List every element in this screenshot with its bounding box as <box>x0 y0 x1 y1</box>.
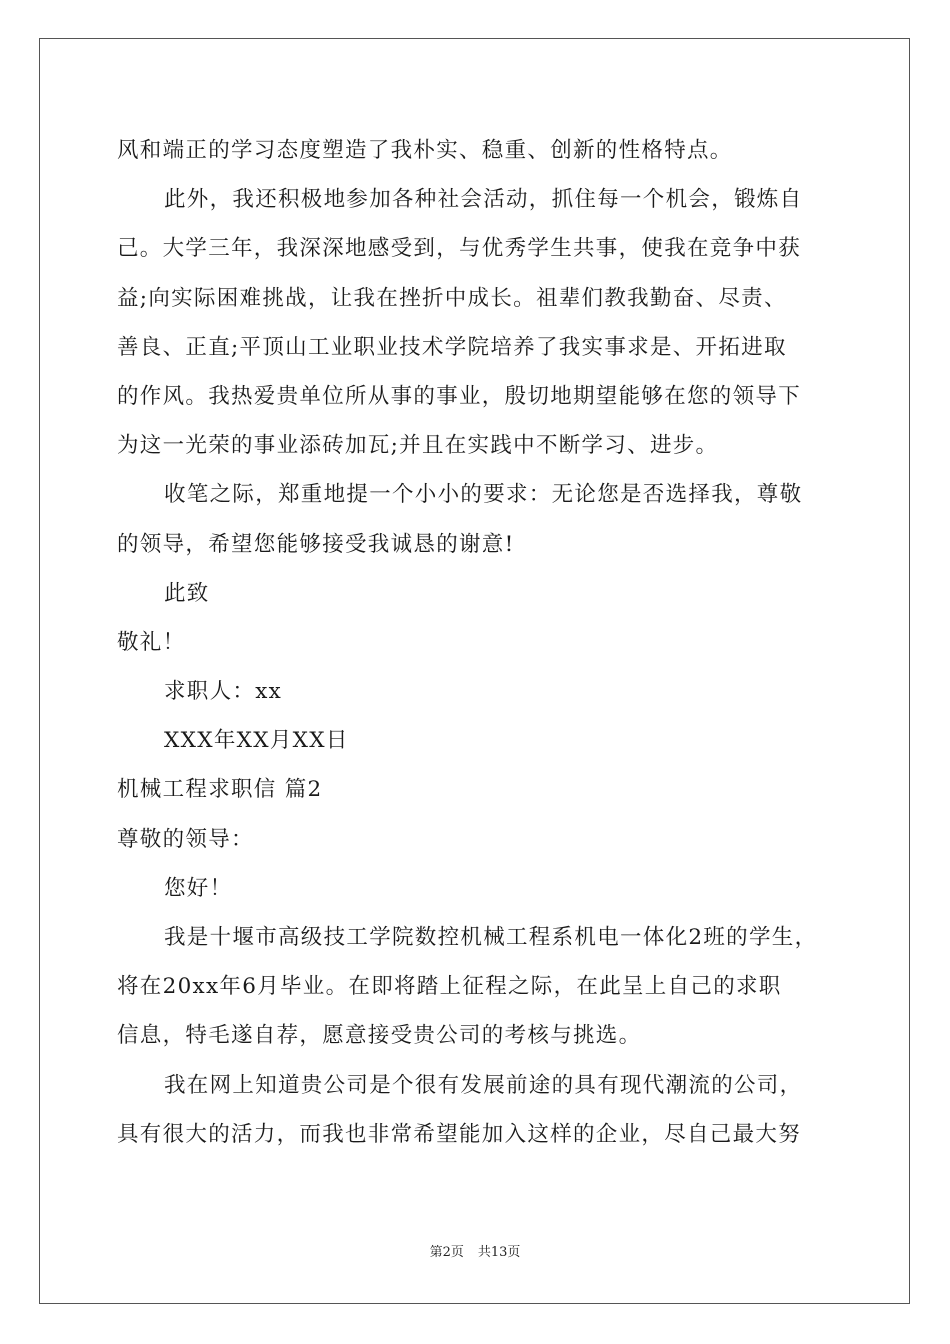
body-line: 的作风。我热爱贵单位所从事的事业，殷切地期望能够在您的领导下 <box>117 383 802 409</box>
page-number: 第2页 <box>429 1245 464 1260</box>
body-line: 此外，我还积极地参加各种社会活动，抓住每一个机会，锻炼自 <box>164 187 803 213</box>
body-line: 的领导，希望您能够接受我诚恳的谢意! <box>117 531 515 557</box>
body-line: 我在网上知道贵公司是个很有发展前途的具有现代潮流的公司， <box>164 1072 803 1098</box>
signature-date: XXX年XX月XX日 <box>164 728 349 754</box>
body-line: 信息，特毛遂自荐，愿意接受贵公司的考核与挑选。 <box>117 1023 642 1049</box>
section-heading: 机械工程求职信 篇2 <box>117 777 323 803</box>
body-line: 将在20xx年6月毕业。在即将踏上征程之际，在此呈上自己的求职 <box>117 974 782 1000</box>
body-line: 风和端正的学习态度塑造了我朴实、稳重、创新的性格特点。 <box>117 138 733 163</box>
body-line: 善良、正直;平顶山工业职业技术学院培养了我实事求是、开拓进取 <box>117 334 787 360</box>
letter-greeting: 尊敬的领导： <box>117 826 254 852</box>
body-line: 益;向实际困难挑战，让我在挫折中成长。祖辈们教我勤奋、尽责、 <box>117 285 787 311</box>
letter-hello: 您好！ <box>164 875 233 901</box>
body-line: 为这一光荣的事业添砖加瓦;并且在实践中不断学习、进步。 <box>117 433 719 459</box>
closing-respect: 敬礼！ <box>117 629 186 655</box>
body-line: 己。大学三年，我深深地感受到，与优秀学生共事，使我在竞争中获 <box>117 236 802 262</box>
document-body <box>117 126 862 1159</box>
body-line: 具有很大的活力，而我也非常希望能加入这样的企业，尽自己最大努 <box>117 1121 802 1147</box>
page-footer <box>0 1244 950 1262</box>
applicant-signature: 求职人：xx <box>164 679 283 705</box>
page-total: 共13页 <box>477 1245 521 1260</box>
closing-salutation: 此致 <box>164 580 210 606</box>
body-line: 我是十堰市高级技工学院数控机械工程系机电一体化2班的学生， <box>164 925 818 950</box>
body-line: 收笔之际，郑重地提一个小小的要求：无论您是否选择我，尊敬 <box>164 482 803 508</box>
